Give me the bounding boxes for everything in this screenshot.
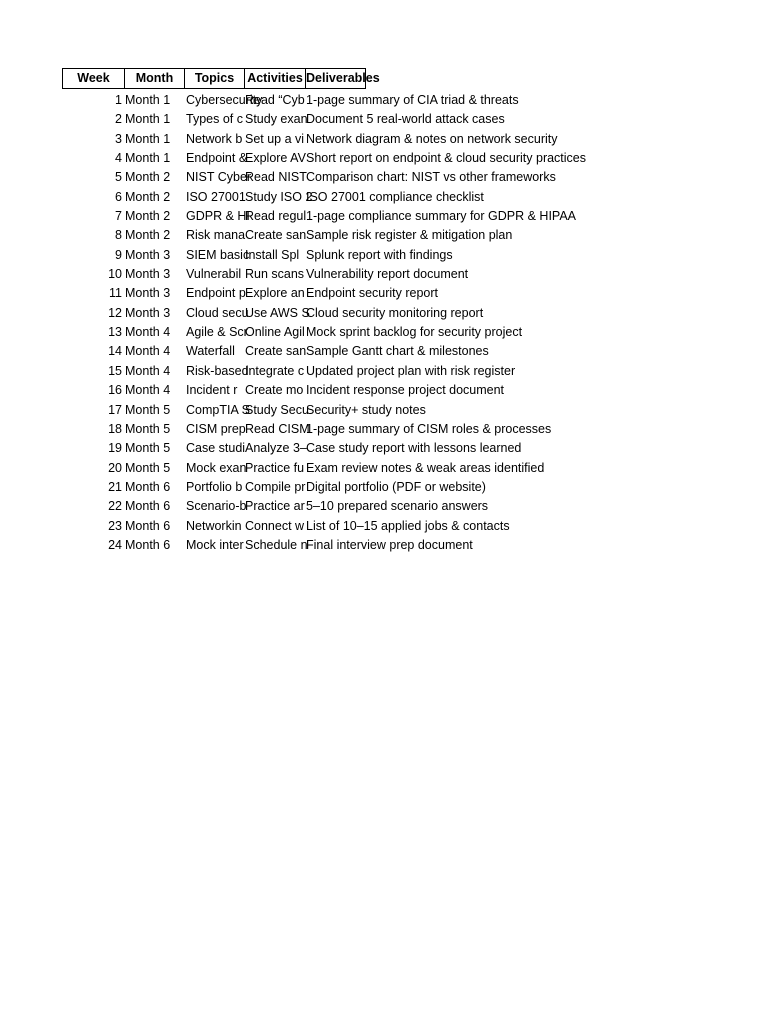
cell-week[interactable]: 10 — [108, 267, 122, 282]
cell-week[interactable]: 7 — [115, 209, 122, 224]
cell-month[interactable]: Month 6 — [125, 499, 171, 514]
cell-week[interactable]: 21 — [108, 479, 122, 494]
cell-activities[interactable]: Read CISM — [245, 421, 310, 436]
cell-week[interactable]: 9 — [115, 247, 122, 262]
cell-week[interactable]: 13 — [108, 325, 122, 340]
cell-deliverables[interactable]: Case study report with lessons learned — [306, 441, 522, 456]
cell-activities[interactable]: Explore AV — [245, 151, 306, 166]
cell-month[interactable]: Month 3 — [125, 286, 171, 301]
cell-week[interactable]: 20 — [108, 460, 122, 475]
table-row — [62, 323, 625, 342]
cell-topics[interactable]: Mock exan — [186, 460, 247, 475]
cell-deliverables[interactable]: Splunk report with findings — [306, 247, 453, 262]
table-row — [62, 536, 625, 555]
cell-week[interactable]: 24 — [108, 537, 122, 552]
cell-deliverables[interactable]: Sample risk register & mitigation plan — [306, 228, 513, 243]
cell-activities[interactable]: Create mo — [245, 383, 304, 398]
cell-topics[interactable]: NIST Cyber — [186, 170, 252, 185]
cell-activities[interactable]: Online Agil — [245, 325, 305, 340]
cell-activities[interactable]: Analyze 3– — [245, 441, 307, 456]
cell-activities[interactable]: Integrate c — [245, 363, 305, 378]
cell-deliverables[interactable]: 1-page compliance summary for GDPR & HIPAA — [306, 209, 577, 224]
table-row — [62, 439, 625, 458]
table-row — [62, 284, 625, 303]
table-row — [62, 478, 625, 497]
cell-topics[interactable]: Scenario-b — [186, 499, 247, 514]
cell-topics[interactable]: Waterfall — [186, 344, 235, 359]
header-deliverables[interactable]: Deliverables — [305, 68, 366, 89]
cell-activities[interactable]: Set up a vi — [245, 131, 305, 146]
cell-week[interactable]: 3 — [115, 131, 122, 146]
table-row — [62, 246, 625, 265]
cell-topics[interactable]: CompTIA S — [186, 402, 250, 417]
cell-activities[interactable]: Use AWS S — [245, 305, 310, 320]
table-row — [62, 130, 625, 149]
header-month[interactable]: Month — [124, 68, 184, 89]
cell-week[interactable]: 5 — [115, 170, 122, 185]
cell-month[interactable]: Month 4 — [125, 344, 171, 359]
table-row — [62, 342, 625, 361]
cell-activities[interactable]: Connect w — [245, 518, 305, 533]
cell-deliverables[interactable]: 1-page summary of CIA triad & threats — [306, 93, 519, 107]
cell-month[interactable]: Month 4 — [125, 325, 171, 340]
cell-deliverables[interactable]: Vulnerability report document — [306, 267, 469, 282]
cell-topics[interactable]: Cloud secu — [186, 305, 249, 320]
cell-topics[interactable]: Vulnerabil — [186, 267, 242, 282]
cell-topics[interactable]: CISM prep — [186, 421, 246, 436]
cell-week[interactable]: 11 — [109, 286, 122, 301]
cell-activities[interactable]: Practice ar — [245, 499, 305, 514]
cell-month[interactable]: Month 6 — [125, 479, 171, 494]
table-row — [62, 207, 625, 226]
cell-month[interactable]: Month 2 — [125, 189, 171, 204]
cell-topics[interactable]: Risk mana — [186, 228, 246, 243]
cell-week[interactable]: 12 — [108, 305, 122, 320]
cell-week[interactable]: 16 — [108, 383, 122, 398]
cell-activities[interactable]: Run scans — [245, 267, 305, 282]
table-row — [62, 517, 625, 536]
cell-deliverables[interactable]: Incident response project document — [306, 383, 505, 398]
cell-week[interactable]: 17 — [108, 402, 122, 417]
cell-activities[interactable]: Practice fu — [245, 460, 305, 475]
table-row — [62, 265, 625, 284]
cell-deliverables[interactable]: Updated project plan with risk register — [306, 363, 516, 378]
cell-activities[interactable]: Create san — [245, 344, 307, 359]
cell-month[interactable]: Month 2 — [125, 170, 171, 185]
cell-deliverables[interactable]: 1-page summary of CISM roles & processes — [306, 421, 552, 436]
cell-topics[interactable]: GDPR & HI — [186, 209, 250, 224]
cell-deliverables[interactable]: Short report on endpoint & cloud security practices — [306, 151, 587, 166]
cell-activities[interactable]: Create san — [245, 228, 307, 243]
table-row — [62, 420, 625, 439]
table-row — [62, 226, 625, 245]
table-body — [62, 91, 625, 555]
cell-week[interactable]: 4 — [115, 151, 122, 166]
cell-week[interactable]: 23 — [108, 518, 122, 533]
header-week[interactable]: Week — [62, 68, 124, 89]
cell-week[interactable]: 14 — [108, 344, 122, 359]
cell-activities[interactable]: Explore an — [245, 286, 305, 301]
cell-week[interactable]: 6 — [115, 189, 122, 204]
cell-deliverables[interactable]: List of 10–15 applied jobs & contacts — [306, 518, 510, 533]
cell-activities[interactable]: Study Secu — [245, 402, 309, 417]
cell-topics[interactable]: Agile & Scr — [186, 325, 248, 340]
table-row — [62, 91, 625, 110]
cell-topics[interactable]: Network b — [186, 131, 243, 146]
cell-month[interactable]: Month 5 — [125, 421, 171, 436]
cell-month[interactable]: Month 1 — [125, 112, 171, 127]
cell-topics[interactable]: Case studi — [186, 441, 246, 456]
cell-topics[interactable]: Endpoint & — [186, 151, 248, 166]
cell-week[interactable]: 18 — [108, 421, 122, 436]
cell-deliverables[interactable]: Final interview prep document — [306, 537, 473, 552]
cell-week[interactable]: 1 — [115, 93, 122, 107]
cell-month[interactable]: Month 1 — [125, 93, 171, 107]
cell-topics[interactable]: Portfolio b — [186, 479, 243, 494]
table-row — [62, 168, 625, 187]
cell-month[interactable]: Month 5 — [125, 460, 171, 475]
cell-week[interactable]: 15 — [108, 363, 122, 378]
cell-deliverables[interactable]: Digital portfolio (PDF or website) — [306, 479, 486, 494]
header-topics[interactable]: Topics — [184, 68, 244, 89]
cell-month[interactable]: Month 3 — [125, 247, 171, 262]
cell-topics[interactable]: ISO 27001 — [186, 189, 246, 204]
cell-deliverables[interactable]: Sample Gantt chart & milestones — [306, 344, 489, 359]
header-activities[interactable]: Activities — [244, 68, 305, 89]
cell-deliverables[interactable]: Security+ study notes — [306, 402, 426, 417]
cell-deliverables[interactable]: Network diagram & notes on network security — [306, 131, 558, 146]
cell-deliverables[interactable]: Mock sprint backlog for security project — [306, 325, 523, 340]
cell-activities[interactable]: Read “Cyb — [245, 93, 305, 107]
cell-month[interactable]: Month 6 — [125, 518, 171, 533]
cell-activities[interactable]: Study ISO 2 — [245, 189, 313, 204]
cell-activities[interactable]: Study exan — [245, 112, 308, 127]
cell-deliverables[interactable]: 5–10 prepared scenario answers — [306, 499, 489, 514]
table-row — [62, 401, 625, 420]
cell-deliverables[interactable]: Endpoint security report — [306, 286, 439, 301]
cell-month[interactable]: Month 5 — [125, 402, 171, 417]
cell-activities[interactable]: Install Spl — [245, 247, 300, 262]
table-row — [62, 459, 625, 478]
table-row — [62, 497, 625, 516]
cell-topics[interactable]: Endpoint p — [186, 286, 246, 301]
cell-topics[interactable]: SIEM basic — [186, 247, 250, 262]
cell-topics[interactable]: Networkin — [186, 518, 242, 533]
cell-month[interactable]: Month 3 — [125, 267, 171, 282]
cell-week[interactable]: 2 — [115, 112, 122, 127]
table-row — [62, 304, 625, 323]
cell-month[interactable]: Month 3 — [125, 305, 171, 320]
cell-month[interactable]: Month 6 — [125, 537, 171, 552]
cell-activities[interactable]: Read regul — [245, 209, 307, 224]
cell-topics[interactable]: Cybersecurity — [186, 93, 263, 107]
cell-month[interactable]: Month 1 — [125, 151, 171, 166]
cell-topics[interactable]: Mock inter — [186, 537, 244, 552]
cell-month[interactable]: Month 5 — [125, 441, 171, 456]
cell-week[interactable]: 19 — [108, 441, 122, 456]
cell-week[interactable]: 22 — [108, 499, 122, 514]
cell-topics[interactable]: Incident r — [186, 383, 238, 398]
table-row — [62, 188, 625, 207]
cell-activities[interactable]: Schedule n — [245, 537, 308, 552]
table-row — [62, 110, 625, 129]
spreadsheet-table — [62, 68, 625, 555]
cell-topics[interactable]: Risk-based — [186, 363, 249, 378]
cell-topics[interactable]: Types of c — [186, 112, 243, 127]
cell-month[interactable]: Month 4 — [125, 363, 171, 378]
cell-deliverables[interactable]: Comparison chart: NIST vs other frameworks — [306, 170, 556, 185]
cell-month[interactable]: Month 1 — [125, 131, 171, 146]
cell-activities[interactable]: Read NIST — [245, 170, 307, 185]
cell-month[interactable]: Month 4 — [125, 383, 171, 398]
table-row — [62, 362, 625, 381]
cell-activities[interactable]: Compile pr — [245, 479, 306, 494]
header-row — [62, 68, 625, 89]
cell-month[interactable]: Month 2 — [125, 209, 171, 224]
cell-deliverables[interactable]: Exam review notes & weak areas identified — [306, 460, 545, 475]
cell-week[interactable]: 8 — [115, 228, 122, 243]
cell-month[interactable]: Month 2 — [125, 228, 171, 243]
cell-deliverables[interactable]: ISO 27001 compliance checklist — [306, 189, 484, 204]
cell-deliverables[interactable]: Document 5 real-world attack cases — [306, 112, 505, 127]
cell-deliverables[interactable]: Cloud security monitoring report — [306, 305, 484, 320]
table-row — [62, 149, 625, 168]
table-row — [62, 381, 625, 400]
